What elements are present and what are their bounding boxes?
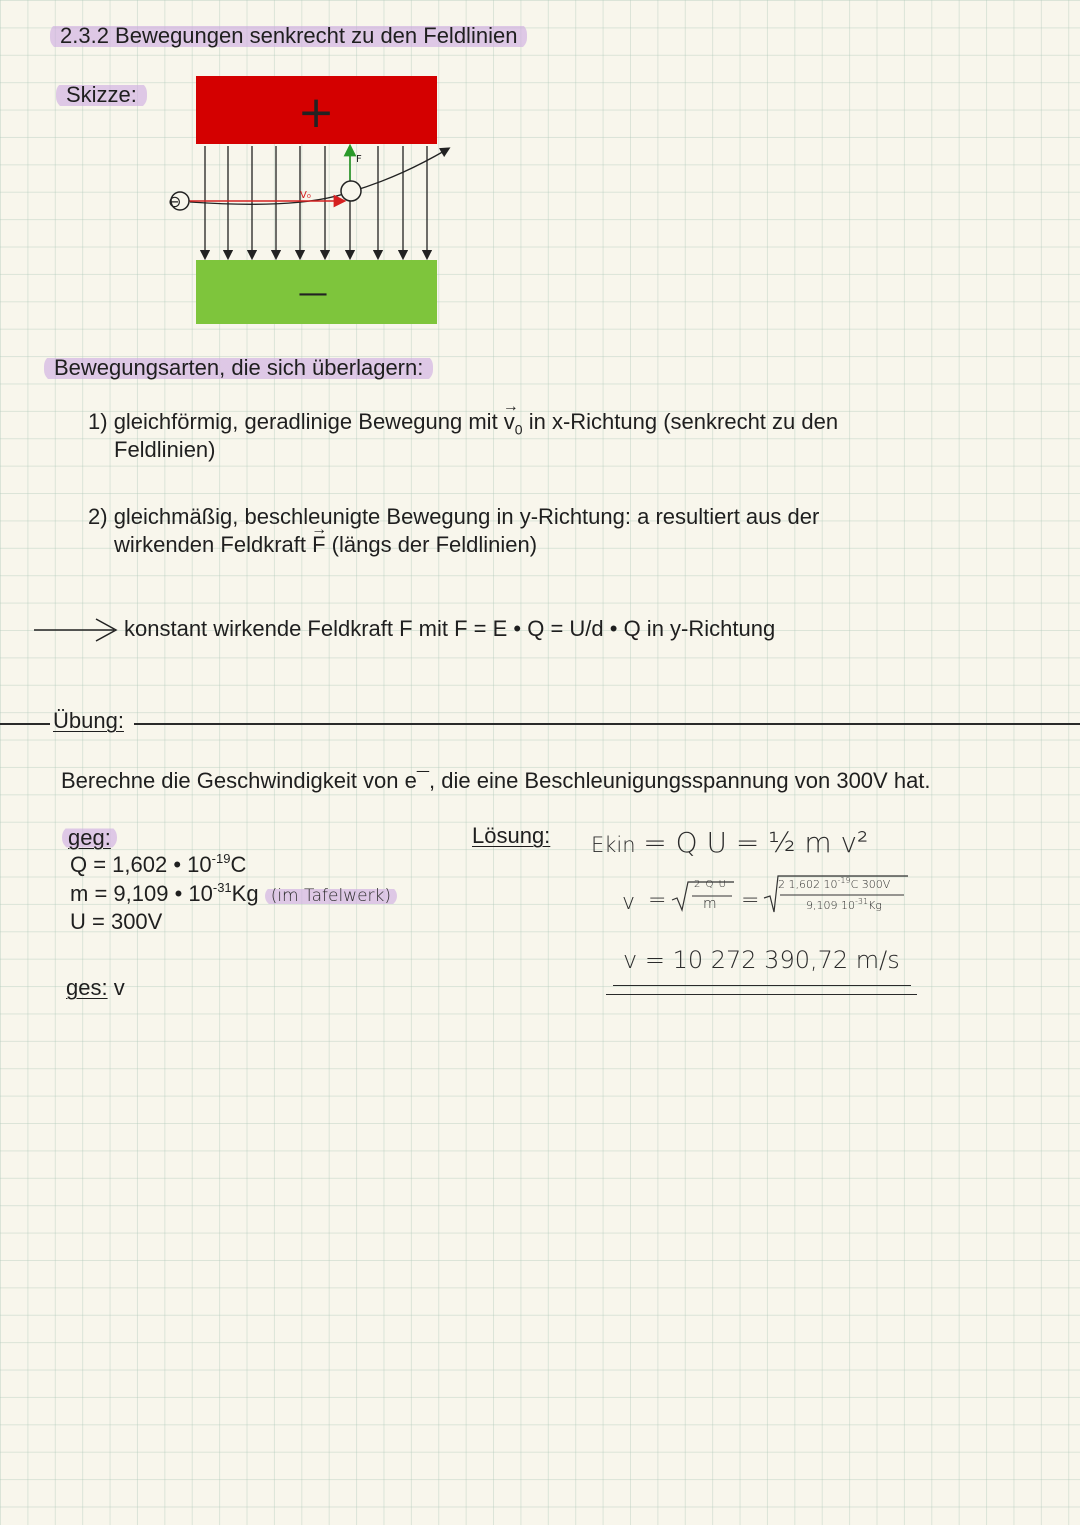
- item-1-text-after: in x-Richtung (senkrecht zu den: [522, 409, 839, 434]
- divider-left: [0, 723, 50, 725]
- exercise-title: Übung:: [53, 708, 124, 733]
- wanted: ges: v: [66, 975, 125, 1000]
- electron-symbol: ⊖: [168, 192, 182, 211]
- numeric-denominator: 9,109 $10^{-31}Kg$: [806, 897, 882, 912]
- divider-right: [134, 723, 1080, 725]
- minus-sign: —: [298, 276, 328, 311]
- force-label: F: [356, 154, 362, 165]
- equals-1: =: [648, 888, 667, 913]
- exercise-task: Berechne die Geschwindigkeit von e¯, die eine Beschleunigungsspannung von 300V hat.: [61, 768, 931, 793]
- given-charge: Q = 1,602 • $10^{-19}C$: [70, 851, 247, 877]
- item-number: 1): [88, 409, 108, 434]
- item-2-text-before: wirkenden Feldkraft: [114, 532, 313, 557]
- electron-in-field: [341, 181, 361, 201]
- equals-2: =: [741, 888, 760, 913]
- result-underline-2: [606, 994, 917, 995]
- velocity-vector: → $v_0$: [504, 408, 523, 443]
- item-1-text-before: gleichförmig, geradlinige Bewegung mit: [113, 409, 504, 434]
- capacitor-sketch: [160, 70, 470, 335]
- item-2-text-after: (längs der Feldlinien): [325, 532, 538, 557]
- plus-sign: +: [297, 87, 335, 138]
- motion-item-2: [88, 503, 819, 531]
- force-vector: → F: [312, 531, 325, 559]
- solution-label: Lösung:: [472, 823, 551, 848]
- velocity-label: V₀: [300, 190, 311, 201]
- numeric-numerator: 2 1,602 $10^{-19}C$ 300V: [778, 876, 891, 891]
- result: v = 10 272 390,72 m/s: [623, 946, 900, 974]
- result-underline-1: [613, 985, 911, 986]
- sqrt-numerator: 2 Q U: [694, 879, 727, 890]
- item-2-line1: gleichmäßig, beschleunigte Bewegung in y-Richtung: a resultiert aus der: [113, 504, 820, 529]
- motion-heading: Bewegungsarten, die sich überlagern:: [44, 354, 433, 382]
- given-voltage: U = 300V: [70, 909, 163, 934]
- given-label: geg:: [62, 824, 117, 852]
- conclusion-text: konstant wirkende Feldkraft F mit F = E • Q = U/d • Q in y-Richtung: [124, 616, 776, 641]
- energy-equation: Ekin = Q U = ½ m v²: [591, 826, 869, 859]
- sketch-label: Skizze:: [56, 81, 147, 109]
- item-number: 2): [88, 504, 108, 529]
- tafelwerk-note: (im Tafelwerk): [265, 886, 397, 906]
- motion-item-1-line2: Feldlinien): [114, 437, 216, 462]
- section-title: 2.3.2 Bewegungen senkrecht zu den Feldlinien: [50, 22, 527, 50]
- sqrt-denominator: m: [703, 896, 717, 912]
- implication-arrow-icon: [32, 615, 122, 645]
- v-symbol: v: [622, 890, 636, 915]
- motion-item-2-line2: [114, 531, 537, 559]
- given-mass: m = 9,109 • $10^{-31}Kg$ (im Tafelwerk): [70, 880, 397, 910]
